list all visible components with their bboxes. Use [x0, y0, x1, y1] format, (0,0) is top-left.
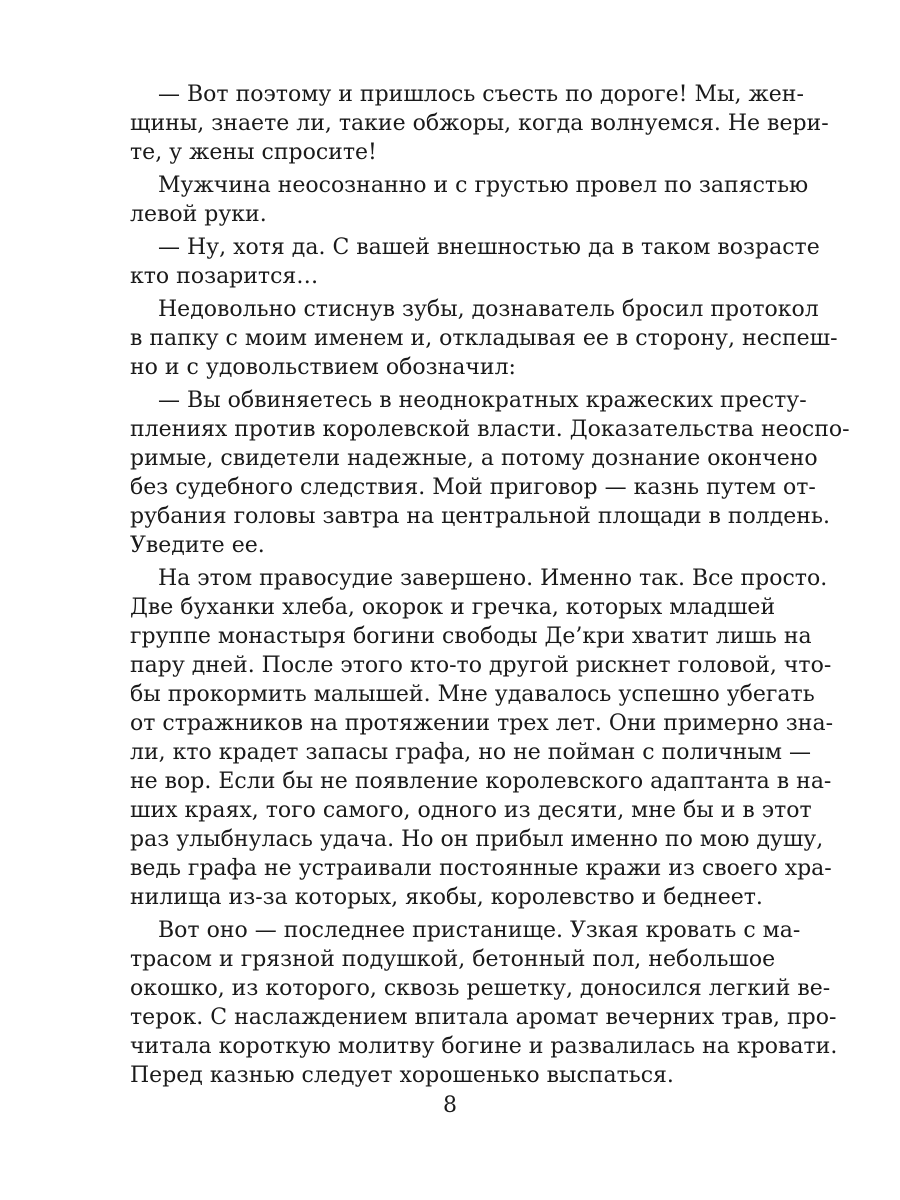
text-line: Уведите ее.: [130, 533, 265, 558]
text-line: Перед казнью следует хорошенько выспаться.: [130, 1063, 674, 1088]
text-line: те, у жены спросите!: [130, 140, 377, 165]
text-line: На этом правосудие завершено. Именно так. Все просто.: [158, 566, 828, 591]
text-line: ших краях, того самого, одного из десяти, мне бы и в этот: [130, 798, 812, 823]
text-line: нилища из-за которых, якобы, королевство и беднеет.: [130, 885, 763, 910]
text-line: группе монастыря богини свободы Де’кри хватит лишь на: [130, 624, 812, 649]
text-line: в папку с моим именем и, откладывая ее в сторону, неспеш-: [130, 326, 838, 351]
text-line: — Вот поэтому и пришлось съесть по дороге! Мы, жен-: [158, 82, 804, 107]
body-text: [130, 80, 850, 1090]
text-line: раз улыбнулась удача. Но он прибыл именно по мою душу,: [130, 827, 824, 852]
text-line: пару дней. После этого кто-то другой рискнет головой, что-: [130, 653, 832, 678]
text-line: но и с удовольствием обозначил:: [130, 355, 516, 380]
paragraph: [130, 233, 820, 291]
text-line: ведь графа не устраивали постоянные кражи из своего хра-: [130, 856, 832, 881]
text-line: терок. С наслаждением впитала аромат вечерних трав, про-: [130, 1005, 837, 1030]
text-line: трасом и грязной подушкой, бетонный пол, небольшое: [130, 947, 776, 972]
text-line: щины, знаете ли, такие обжоры, когда волнуемся. Не вери-: [130, 111, 829, 136]
text-line: бы прокормить малышей. Мне удавалось успешно убегать: [130, 682, 815, 707]
paragraph: [130, 295, 838, 382]
text-line: ли, кто крадет запасы графа, но не пойман с поличным —: [130, 740, 811, 765]
text-line: окошко, из которого, сквозь решетку, доносился легкий ве-: [130, 976, 831, 1001]
page-number: 8: [443, 1093, 457, 1118]
text-line: плениях против королевской власти. Доказательства неоспо-: [130, 417, 850, 442]
paragraph: [130, 171, 809, 229]
text-line: без судебного следствия. Мой приговор — казнь путем от-: [130, 475, 816, 500]
text-line: Вот оно — последнее пристанище. Узкая кровать с ма-: [158, 918, 801, 943]
paragraph: [130, 386, 850, 560]
text-line: — Вы обвиняетесь в неоднократных кражеских престу-: [158, 388, 807, 413]
paragraph: [130, 916, 838, 1090]
text-line: Мужчина неосознанно и с грустью провел по запястью: [158, 173, 809, 198]
text-line: от стражников на протяжении трех лет. Они примерно зна-: [130, 711, 834, 736]
text-line: — Ну, хотя да. С вашей внешностью да в таком возрасте: [158, 235, 820, 260]
text-line: читала короткую молитву богине и развалилась на кровати.: [130, 1034, 838, 1059]
text-line: Недовольно стиснув зубы, дознаватель бросил протокол: [158, 297, 819, 322]
paragraph: [130, 80, 829, 167]
text-line: Две буханки хлеба, окорок и гречка, которых младшей: [130, 595, 776, 620]
text-line: не вор. Если бы не появление королевского адаптанта в на-: [130, 769, 832, 794]
text-line: левой руки.: [130, 202, 267, 227]
paragraph: [130, 564, 834, 912]
text-line: кто позарится…: [130, 264, 319, 289]
text-line: римые, свидетели надежные, а потому дознание окончено: [130, 446, 818, 471]
text-line: рубания головы завтра на центральной площади в полдень.: [130, 504, 830, 529]
